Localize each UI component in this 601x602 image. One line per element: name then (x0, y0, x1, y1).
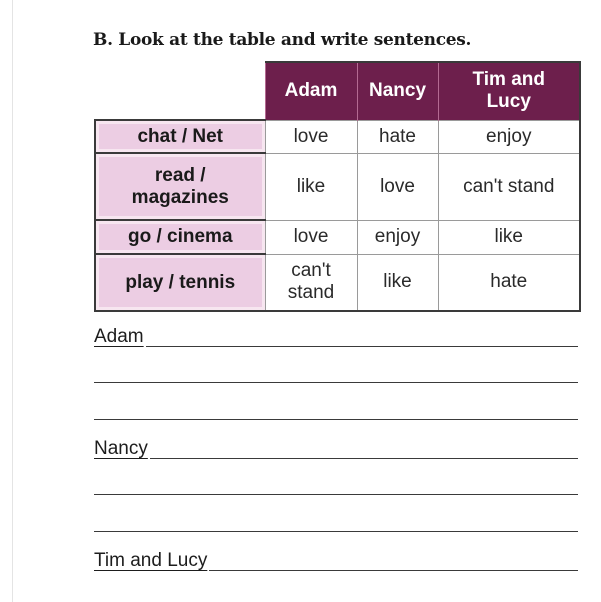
answer-line-nancy-1[interactable] (94, 458, 578, 459)
table-cell: hate (357, 120, 438, 153)
preferences-table (94, 61, 581, 312)
answer-label-tim-and-lucy: Tim and Lucy (94, 550, 208, 571)
table-cell: enjoy (438, 120, 580, 153)
table-cell: like (265, 153, 357, 220)
table-corner (95, 62, 265, 120)
table-cell: enjoy (357, 220, 438, 254)
answer-line-adam-3[interactable] (94, 419, 578, 420)
row-header: play / tennis (95, 254, 265, 311)
column-header-nancy: Nancy (357, 62, 438, 120)
exercise-heading: B. Look at the table and write sentences. (93, 30, 472, 50)
table-row (95, 254, 580, 311)
column-header-adam: Adam (265, 62, 357, 120)
answer-line-nancy-2[interactable] (94, 494, 578, 495)
table-row (95, 120, 580, 153)
row-header: read / magazines (95, 153, 265, 220)
table-cell: can't stand (438, 153, 580, 220)
table-cell: hate (438, 254, 580, 311)
table-cell: can't stand (265, 254, 357, 311)
table-cell: like (357, 254, 438, 311)
page-edge (12, 0, 13, 602)
table-cell: like (438, 220, 580, 254)
table-row (95, 220, 580, 254)
row-header: chat / Net (95, 120, 265, 153)
column-header-tim-and-lucy: Tim and Lucy (438, 62, 580, 120)
table-row (95, 153, 580, 220)
table-cell: love (265, 120, 357, 153)
row-header: go / cinema (95, 220, 265, 254)
answer-line-adam-2[interactable] (94, 382, 578, 383)
answer-line-nancy-3[interactable] (94, 531, 578, 532)
answer-label-nancy: Nancy (94, 438, 148, 459)
table-cell: love (357, 153, 438, 220)
answer-line-adam-1[interactable] (94, 346, 578, 347)
table-cell: love (265, 220, 357, 254)
answer-label-adam: Adam (94, 326, 144, 347)
